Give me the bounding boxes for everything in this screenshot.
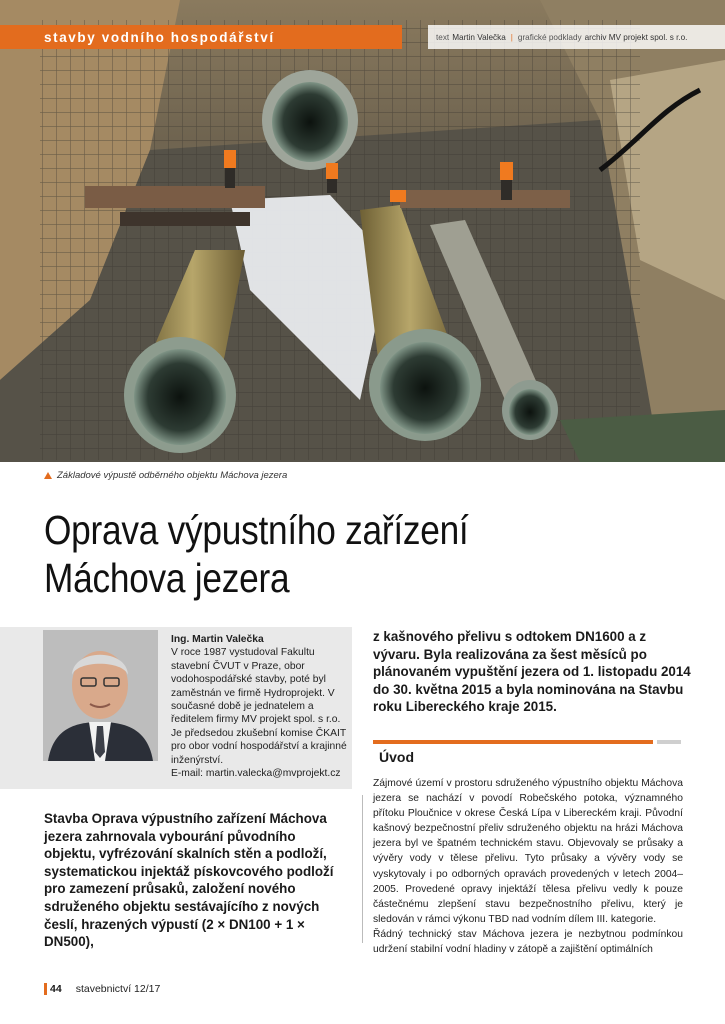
column-divider [362, 795, 363, 943]
section-rule-grey [657, 740, 681, 744]
section-header-bar [0, 25, 402, 49]
credit-text-label: text [436, 32, 450, 42]
section-rule-accent [373, 740, 653, 744]
lead-paragraph-right: z kašnového přelivu s odtokem DN1600 a z vývaru. Byla realizována za šest měsíců po plánovaném vypuštění jezera od 1. listopadu 2014 do 30. května 2015 a byla nominována na Stavbu roku Libereckého kraje 2015. [373, 629, 691, 715]
credit-bar [428, 25, 725, 49]
photo-illustration [0, 0, 725, 462]
page-number: 44 [50, 983, 62, 995]
credit-graphics-label: grafické podklady [517, 32, 582, 42]
photo-caption [44, 470, 287, 481]
section-label: stavby vodního hospodářství [44, 29, 275, 45]
section-heading: Úvod [379, 749, 414, 765]
credit-text-author: Martin Valečka [452, 32, 506, 42]
body-paragraph-1: Zájmové území v prostoru sdruženého výpustního objektu Máchova jezera se nachází v povodí Robečského potoka, významného přítoku Ploučnice v okrese Česká Lípa v Libereckém kraji. Původní kašnový bezpečnostní přeliv sdruženého objektu na hrázi Máchova jezera byl ve špatném technickém stavu. Objevovaly se průsaky a vývěry vody v tělese přelivu. Tyto průsaky a vývěry vody se vyskytovaly i po odborných opravách provedených v letech 2004–2005. Provedené opravy injektáží tělesa přelivu vedly k pouze částečnému zlepšení stavu bezpečnostního přelivu, který je sledován v rámci výkonu TBD nad vodním dílem III. kategorie. [373, 778, 683, 925]
triangle-up-icon [44, 472, 52, 479]
body-paragraph-2: Řádný technický stav Máchova jezera je nezbytnou podmínkou udržení stabilní vodní hladiny v zátopě a zajištění optimálních [373, 928, 683, 956]
page-footer [44, 983, 160, 995]
magazine-issue: stavebnictví 12/17 [75, 983, 161, 995]
author-portrait-illustration [43, 630, 158, 761]
author-bio-text: V roce 1987 vystudoval Fakultu stavební ČVUT v Praze, obor vodohospodářské stavby, poté byl zaměstnán ve firmě Hydroprojekt. V současné době je jednatelem a ředitelem firmy MV projekt spol. s r.o. Je předsedou zkušební komise ČKAIT pro obor vodní hospodářství a krajinné inženýrství. [171, 647, 347, 766]
article-title-line-1: Oprava výpustního zařízení [44, 507, 469, 553]
article-title-line-2: Máchova jezera [44, 555, 290, 601]
lead-paragraph-left: Stavba Oprava výpustního zařízení Máchova jezera zahrnovala vybourání původního objektu, vyfrézování skalních stěn a podloží, systematickou injektáž pískovcového podloží pro zamezení průsaků, založení nového sdruženého objektu sestávajícího z nových česlí, hrazených výpustí (2 × DN100 + 1 × DN500), [44, 811, 334, 950]
author-name: Ing. Martin Valečka [171, 634, 264, 645]
author-portrait [43, 630, 158, 761]
author-email[interactable]: E-mail: martin.valecka@mvprojekt.cz [171, 768, 341, 780]
credit-separator: | [510, 32, 513, 42]
footer-accent-bar [44, 983, 47, 995]
construction-photo [0, 0, 725, 462]
section-body [373, 776, 683, 957]
photo-caption-text: Základové výpustě odběrného objektu Máchova jezera [57, 470, 288, 481]
author-bio [171, 633, 351, 780]
article-title [44, 506, 594, 602]
credit-graphics-source: archiv MV projekt spol. s r.o. [584, 32, 688, 42]
